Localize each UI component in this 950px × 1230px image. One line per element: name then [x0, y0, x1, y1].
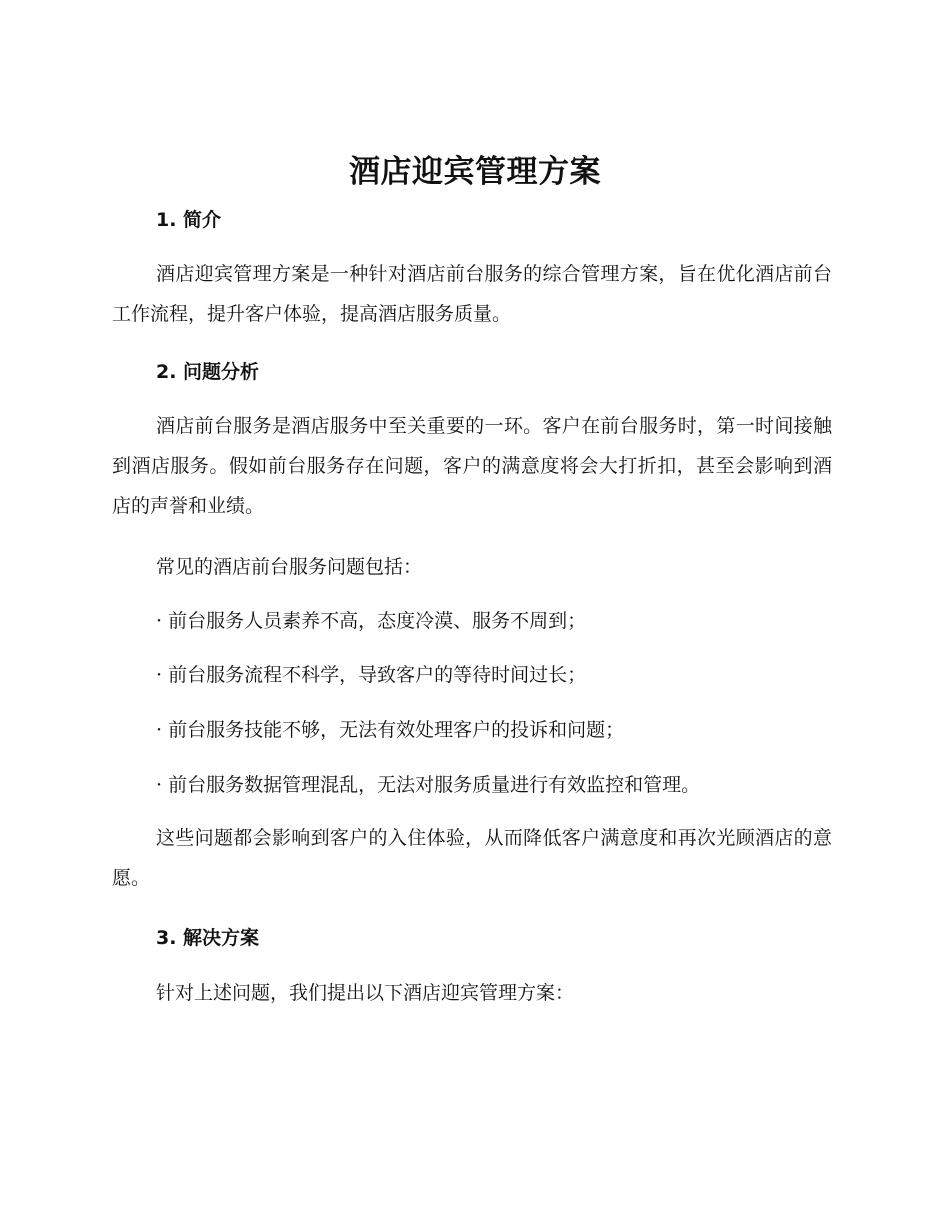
bullet-item: · 前台服务技能不够，无法有效处理客户的投诉和问题；	[156, 719, 625, 741]
section-heading-problems: 2. 问题分析	[156, 361, 260, 383]
bullet-item: · 前台服务数据管理混乱，无法对服务质量进行有效监控和管理。	[156, 774, 701, 796]
section-heading-solution: 3. 解决方案	[156, 927, 260, 949]
solution-paragraph: 针对上述问题，我们提出以下酒店迎宾管理方案：	[156, 982, 575, 1004]
problems-list-intro: 常见的酒店前台服务问题包括：	[156, 556, 423, 578]
document-title: 酒店迎宾管理方案	[349, 154, 601, 190]
intro-paragraph: 酒店迎宾管理方案是一种针对酒店前台服务的综合管理方案，旨在优化酒店前台工作流程，提升客户体验，提高酒店服务质量。	[112, 263, 832, 325]
problems-conclusion: 这些问题都会影响到客户的入住体验，从而降低客户满意度和再次光顾酒店的意愿。	[112, 827, 832, 889]
section-heading-intro: 1. 简介	[156, 209, 222, 231]
bullet-item: · 前台服务人员素养不高，态度冷漠、服务不周到；	[156, 610, 587, 632]
problems-paragraph: 酒店前台服务是酒店服务中至关重要的一环。客户在前台服务时，第一时间接触到酒店服务。假如前台服务存在问题，客户的满意度将会大打折扣，甚至会影响到酒店的声誉和业绩。	[112, 415, 832, 517]
bullet-item: · 前台服务流程不科学，导致客户的等待时间过长；	[156, 664, 587, 686]
